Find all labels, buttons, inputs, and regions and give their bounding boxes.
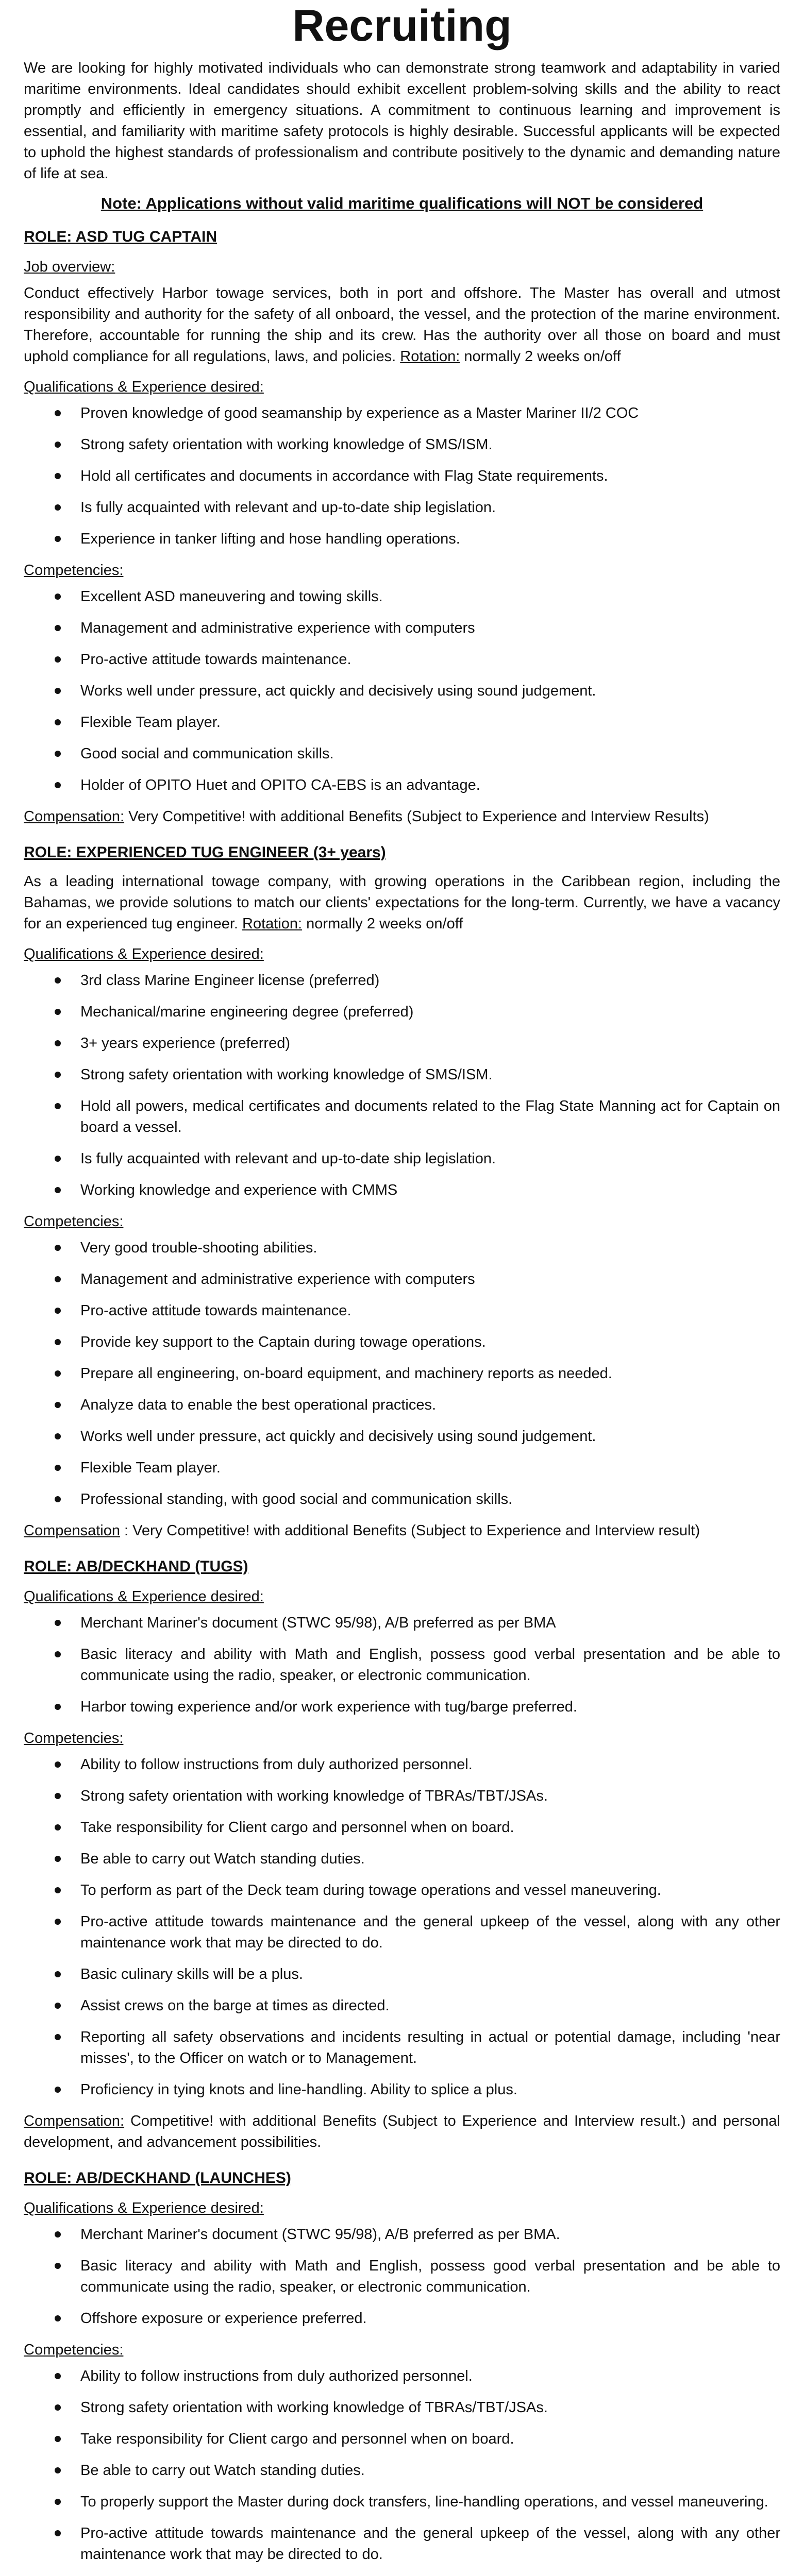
list-item-text: Reporting all safety observations and incidents resulting in actual or potential damage, including 'near misses', to the Officer on watch or to Management. — [80, 2029, 780, 2066]
bullet-icon — [55, 782, 61, 788]
list-item — [55, 529, 780, 550]
list-item-text: Provide key support to the Captain during towage operations. — [80, 1334, 486, 1350]
flyer-content — [24, 58, 780, 2576]
compensation — [24, 1520, 780, 1541]
list-item — [55, 1148, 780, 1170]
job-overview-text: As a leading international towage company, with growing operations in the Caribbean region, including the Bahamas, we provide solutions to match our clients' expectations for the long-term. Currently, we have a vacancy for an experienced tug engineer. Rotation: normally 2 weeks on/off — [24, 873, 780, 932]
list-item — [55, 1613, 780, 1634]
role-title: ROLE: EXPERIENCED TUG ENGINEER (3+ years) — [24, 844, 386, 861]
list-item-text: Proficiency in tying knots and line-handling. Ability to splice a plus. — [80, 2081, 517, 2098]
list-item — [55, 743, 780, 765]
list-item-text: Works well under pressure, act quickly and decisively using sound judgement. — [80, 683, 596, 699]
list-item-text: Ability to follow instructions from duly authorized personnel. — [80, 1756, 473, 1773]
list-item-text: Professional standing, with good social and communication skills. — [80, 1491, 513, 1507]
bullet-icon — [55, 1245, 61, 1251]
list-item — [55, 1644, 780, 1686]
bullet-icon — [55, 1156, 61, 1162]
list-item — [55, 649, 780, 670]
competencies-list — [24, 2366, 780, 2576]
list-item — [55, 712, 780, 733]
bullet-icon — [55, 1793, 61, 1799]
bullet-icon — [55, 594, 61, 600]
list-item — [55, 1697, 780, 1718]
bullet-icon — [55, 656, 61, 663]
bullet-icon — [55, 2034, 61, 2040]
list-item-text: Be able to carry out Watch standing duties. — [80, 2462, 365, 2479]
role-title: ROLE: AB/DECKHAND (TUGS) — [24, 1558, 248, 1575]
list-item-text: Pro-active attitude towards maintenance and the general upkeep of the vessel, along with any other maintenance work that may be directed to do. — [80, 1913, 780, 1951]
list-item — [55, 1269, 780, 1290]
list-item-text: Pro-active attitude towards maintenance and the general upkeep of the vessel, along with any other maintenance work that may be directed to do. — [80, 2525, 780, 2563]
list-item — [55, 2460, 780, 2481]
list-item — [55, 1995, 780, 2016]
list-item — [55, 775, 780, 796]
list-item — [55, 1817, 780, 1838]
list-item — [55, 2397, 780, 2418]
list-item-text: Hold all certificates and documents in accordance with Flag State requirements. — [80, 468, 608, 484]
bullet-icon — [55, 1040, 61, 1046]
bullet-icon — [55, 2003, 61, 2009]
bullet-icon — [55, 2263, 61, 2269]
list-item — [55, 1458, 780, 1479]
qualifications-label: Qualifications & Experience desired: — [24, 1588, 264, 1605]
role-ab-deckhand-launches — [24, 2167, 780, 2576]
bullet-icon — [55, 1465, 61, 1471]
list-item-text: Experience in tanker lifting and hose handling operations. — [80, 531, 460, 547]
list-item — [55, 681, 780, 702]
list-item — [55, 2523, 780, 2565]
qualification-note: Note: Applications without valid maritime qualifications will NOT be considered — [100, 194, 703, 212]
page-title: Recruiting — [292, 1, 512, 50]
list-item-text: Good social and communication skills. — [80, 745, 334, 762]
list-item-text: Pro-active attitude towards maintenance. — [80, 1302, 351, 1319]
bullet-icon — [55, 1370, 61, 1377]
bullet-icon — [55, 2530, 61, 2536]
compensation-text: Very Competitive! with additional Benefits (Subject to Experience and Interview Results) — [124, 808, 709, 825]
list-item-text: Strong safety orientation with working knowledge of TBRAs/TBT/JSAs. — [80, 2399, 548, 2416]
role-experienced-tug-engineer — [24, 842, 780, 1541]
bullet-icon — [55, 2467, 61, 2473]
list-item — [55, 1096, 780, 1138]
bullet-icon — [55, 1824, 61, 1831]
competencies-list — [24, 1754, 780, 2100]
list-item — [55, 1880, 780, 1901]
list-item-text: Hold all powers, medical certificates and documents related to the Flag State Manning act for Captain on board a vessel. — [80, 1098, 780, 1136]
list-item — [55, 466, 780, 487]
list-item — [55, 434, 780, 455]
list-item-text: Take responsibility for Client cargo and personnel when on board. — [80, 1819, 514, 1836]
list-item-text: Is fully acquainted with relevant and up-to-date ship legislation. — [80, 499, 496, 516]
list-item-text: Basic culinary skills will be a plus. — [80, 1966, 303, 1982]
qualifications-list — [24, 2224, 780, 2329]
list-item — [55, 1786, 780, 1807]
list-item-text: Assist crews on the barge at times as directed. — [80, 1997, 390, 2014]
bullet-icon — [55, 2231, 61, 2238]
list-item-text: Flexible Team player. — [80, 714, 221, 731]
compensation — [24, 806, 780, 827]
list-item-text: Basic literacy and ability with Math and English, possess good verbal presentation and be able to communicate using the radio, speaker, or electronic communication. — [80, 1646, 780, 1684]
bullet-icon — [55, 473, 61, 479]
list-item — [55, 403, 780, 424]
bullet-icon — [55, 1103, 61, 1109]
competencies-label: Competencies: — [24, 1213, 124, 1230]
list-item-text: Offshore exposure or experience preferred. — [80, 2310, 367, 2327]
bullet-icon — [55, 1856, 61, 1862]
bullet-icon — [55, 1308, 61, 1314]
bullet-icon — [55, 1887, 61, 1893]
compensation-text: : Very Competitive! with additional Benefits (Subject to Experience and Interview result) — [120, 1522, 700, 1539]
bullet-icon — [55, 688, 61, 694]
rotation-value: normally 2 weeks on/off — [306, 916, 463, 932]
list-item — [55, 1911, 780, 1954]
list-item — [55, 1332, 780, 1353]
bullet-icon — [55, 2087, 61, 2093]
list-item — [55, 2256, 780, 2298]
list-item-text: Ability to follow instructions from duly authorized personnel. — [80, 2368, 473, 2384]
list-item-text: Analyze data to enable the best operational practices. — [80, 1397, 437, 1413]
qualifications-label: Qualifications & Experience desired: — [24, 2200, 264, 2216]
list-item — [55, 2429, 780, 2450]
list-item — [55, 2366, 780, 2387]
list-item — [55, 1238, 780, 1259]
qualifications-list — [24, 403, 780, 550]
list-item — [55, 1300, 780, 1321]
bullet-icon — [55, 536, 61, 542]
bullet-icon — [55, 1496, 61, 1502]
rotation-value: normally 2 weeks on/off — [464, 348, 621, 365]
bullet-icon — [55, 625, 61, 631]
bullet-icon — [55, 1276, 61, 1282]
job-overview-text: Conduct effectively Harbor towage services, both in port and offshore. The Master has overall and utmost responsibility and authority for the safety of all onboard, the vessel, and the protection of the marine environment. Therefore, accountable for running the ship and its crew. Has the authority over all those on board and must uphold compliance for all regulations, laws, and policies. Rotation: normally 2 weeks on/off — [24, 285, 780, 365]
list-item-text: Take responsibility for Client cargo and personnel when on board. — [80, 2431, 514, 2447]
job-overview-label: Job overview: — [24, 259, 115, 275]
qualifications-label: Qualifications & Experience desired: — [24, 379, 264, 395]
list-item — [55, 2308, 780, 2329]
competencies-list — [24, 586, 780, 796]
role-title: ROLE: ASD TUG CAPTAIN — [24, 228, 217, 245]
role-ab-deckhand-tugs — [24, 1556, 780, 2153]
list-item-text: Works well under pressure, act quickly and decisively using sound judgement. — [80, 1428, 596, 1445]
bullet-icon — [55, 1704, 61, 1710]
compensation-text: Competitive! with additional Benefits (Subject to Experience and Interview result.) and personal development, and advancement possibilities. — [24, 2113, 780, 2150]
list-item — [55, 1033, 780, 1054]
compensation-label: Compensation — [24, 1522, 120, 1539]
list-item-text: Management and administrative experience with computers — [80, 1271, 475, 1287]
qualifications-list — [24, 970, 780, 1201]
list-item — [55, 1064, 780, 1086]
bullet-icon — [55, 1009, 61, 1015]
rotation-label: Rotation: — [242, 916, 303, 932]
list-item-text: Working knowledge and experience with CMMS — [80, 1182, 398, 1198]
list-item-text: Very good trouble-shooting abilities. — [80, 1240, 317, 1256]
list-item-text: Mechanical/marine engineering degree (preferred) — [80, 1004, 414, 1020]
compensation-label: Compensation: — [24, 808, 125, 825]
bullet-icon — [55, 1072, 61, 1078]
qualifications-label: Qualifications & Experience desired: — [24, 946, 264, 962]
list-item-text: Harbor towing experience and/or work experience with tug/barge preferred. — [80, 1699, 577, 1715]
list-item — [55, 497, 780, 518]
list-item-text: Basic literacy and ability with Math and English, possess good verbal presentation and be able to communicate using the radio, speaker, or electronic communication. — [80, 2258, 780, 2295]
list-item — [55, 2492, 780, 2513]
competencies-label: Competencies: — [24, 1730, 124, 1747]
list-item — [55, 1964, 780, 1985]
bullet-icon — [55, 1620, 61, 1626]
list-item-text: Prepare all engineering, on-board equipment, and machinery reports as needed. — [80, 1365, 612, 1382]
bullet-icon — [55, 1433, 61, 1439]
rotation-label: Rotation: — [400, 348, 460, 365]
bullet-icon — [55, 751, 61, 757]
list-item-text: Proven knowledge of good seamanship by experience as a Master Mariner II/2 COC — [80, 405, 639, 421]
list-item — [55, 618, 780, 639]
list-item — [55, 2079, 780, 2100]
list-item-text: Merchant Mariner's document (STWC 95/98), A/B preferred as per BMA — [80, 1615, 556, 1631]
list-item-text: To perform as part of the Deck team during towage operations and vessel maneuvering. — [80, 1882, 661, 1899]
role-title-suffix: (3+ years) — [309, 844, 386, 861]
list-item-text: Flexible Team player. — [80, 1460, 221, 1476]
bullet-icon — [55, 1761, 61, 1768]
bullet-icon — [55, 719, 61, 725]
list-item — [55, 1002, 780, 1023]
list-item-text: Management and administrative experience with computers — [80, 620, 475, 636]
compensation-label: Compensation: — [24, 2113, 125, 2129]
bullet-icon — [55, 2436, 61, 2442]
list-item-text: Merchant Mariner's document (STWC 95/98), A/B preferred as per BMA. — [80, 2226, 560, 2243]
intro-paragraph: We are looking for highly motivated individuals who can demonstrate strong teamwork and adaptability in varied maritime environments. Ideal candidates should exhibit excellent problem-solving skills and the ability to react promptly and efficiently in emergency situations. A commitment to continuous learning and improvement is essential, and familiarity with maritime safety protocols is highly desirable. Successful applicants will be expected to uphold the highest standards of professionalism and contribute positively to the dynamic and demanding nature of life at sea. — [24, 60, 780, 182]
bullet-icon — [55, 1651, 61, 1657]
bullet-icon — [55, 410, 61, 416]
list-item-text: Strong safety orientation with working knowledge of SMS/ISM. — [80, 436, 493, 453]
bullet-icon — [55, 1402, 61, 1408]
bullet-icon — [55, 2373, 61, 2379]
bullet-icon — [55, 2315, 61, 2321]
list-item — [55, 970, 780, 991]
list-item — [55, 2027, 780, 2069]
bullet-icon — [55, 442, 61, 448]
list-item — [55, 1754, 780, 1775]
compensation — [24, 2111, 780, 2153]
list-item-text: Strong safety orientation with working knowledge of TBRAs/TBT/JSAs. — [80, 1788, 548, 1804]
role-title: ROLE: AB/DECKHAND (LAUNCHES) — [24, 2170, 291, 2187]
list-item — [55, 2224, 780, 2245]
list-item — [55, 1180, 780, 1201]
list-item-text: 3rd class Marine Engineer license (preferred) — [80, 972, 380, 989]
list-item-text: Excellent ASD maneuvering and towing skills. — [80, 588, 383, 605]
bullet-icon — [55, 2499, 61, 2505]
list-item-text: 3+ years experience (preferred) — [80, 1035, 291, 1052]
bullet-icon — [55, 1339, 61, 1345]
list-item — [55, 1363, 780, 1384]
competencies-label: Competencies: — [24, 2342, 124, 2358]
list-item — [55, 1395, 780, 1416]
list-item — [55, 586, 780, 607]
bullet-icon — [55, 1971, 61, 1977]
role-asd-tug-captain — [24, 226, 780, 827]
list-item-text: Holder of OPITO Huet and OPITO CA-EBS is an advantage. — [80, 777, 480, 793]
competencies-list — [24, 1238, 780, 1510]
bullet-icon — [55, 1187, 61, 1193]
list-item — [55, 1489, 780, 1510]
list-item-text: Is fully acquainted with relevant and up-to-date ship legislation. — [80, 1150, 496, 1167]
bullet-icon — [55, 977, 61, 984]
list-item-text: To properly support the Master during dock transfers, line-handling operations, and vessel maneuvering. — [80, 2494, 768, 2510]
competencies-label: Competencies: — [24, 562, 124, 579]
list-item-text: Strong safety orientation with working knowledge of SMS/ISM. — [80, 1066, 493, 1083]
qualifications-list — [24, 1613, 780, 1718]
bullet-icon — [55, 2404, 61, 2411]
list-item-text: Be able to carry out Watch standing duties. — [80, 1851, 365, 1867]
bullet-icon — [55, 1919, 61, 1925]
list-item-text: Pro-active attitude towards maintenance. — [80, 651, 351, 668]
bullet-icon — [55, 504, 61, 511]
list-item — [55, 1849, 780, 1870]
list-item — [55, 1426, 780, 1447]
